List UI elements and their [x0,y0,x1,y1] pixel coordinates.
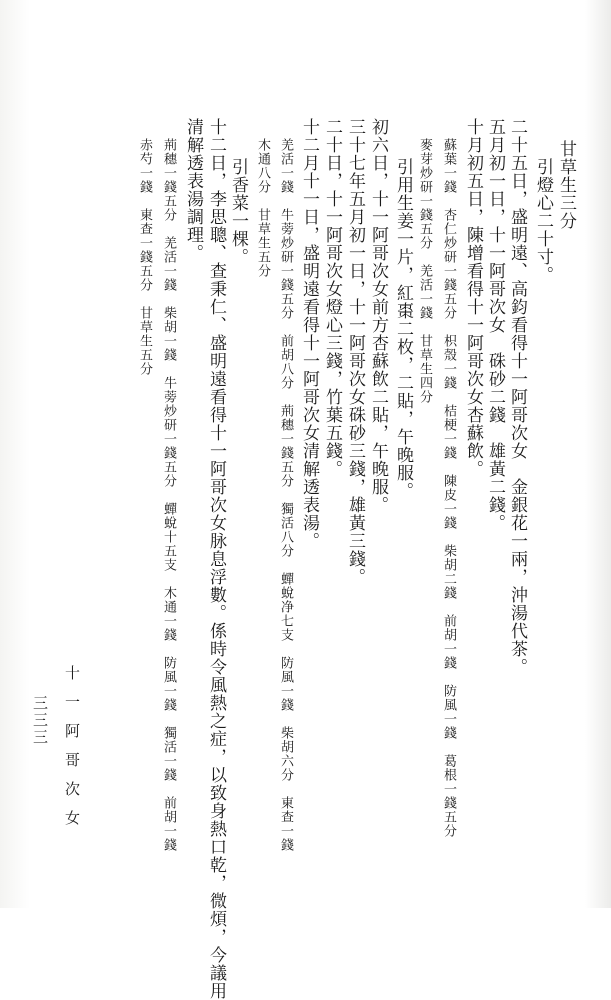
text-column: 三十七年五月初一日，十一阿哥次女硃砂三錢，雄黃三錢。 [345,118,365,586]
running-title: 十一阿哥次女 [63,665,81,839]
text-column: 荊穗一錢五分 羌活一錢 柴胡一錢 牛蒡炒研一錢五分 蟬蛻十五支 木通一錢 防風一錢 獨活一錢 前胡一錢 [161,138,176,852]
text-column: 清解透表湯調理。 [183,118,203,262]
text-column: 十二日，李思聰、查秉仁、盛明遠看得十一阿哥次女脉息浮數。係時令風熱之症，以致身熱口乾，微煩，今議用 [206,118,226,1000]
text-column: 二十日，十一阿哥次女燈心三錢，竹葉五錢。 [322,118,342,478]
text-column: 引用生姜一片，紅棗二枚，二貼，午晚服。 [393,158,413,500]
text-column: 羌活一錢 牛蒡炒研一錢五分 前胡八分 荊穗一錢五分 獨活八分 蟬蛻净七支 防風一錢 柴胡六分 東查一錢 [278,138,293,852]
text-column: 麥芽炒研一錢五分 羌活一錢 甘草生四分 [417,138,432,404]
text-column: 引燈心二十寸。 [533,158,553,284]
text-column: 木通八分 甘草生五分 [255,138,270,278]
text-column: 引香菜一棵。 [228,158,248,266]
page-number: 三三三 [31,695,49,746]
text-column: 二十五日，盛明遠、高鈞看得十一阿哥次女 金銀花一兩，沖湯代茶。 [507,118,527,676]
text-column: 初六日，十一阿哥次女前方杏蘇飲二貼，午晚服。 [368,118,388,514]
text-column: 五月初一日，十一阿哥次女 硃砂二錢 雄黃二錢。 [485,118,505,532]
text-column: 十月初五日，陳增看得十一阿哥次女杏蘇飲。 [463,118,483,478]
text-column: 甘草生三分 [556,140,576,230]
text-column: 蘇葉一錢 杏仁炒研一錢五分 枳殼一錢 桔梗一錢 陳皮一錢 柴胡二錢 前胡一錢 防風一錢 葛根一錢五分 [441,138,456,838]
text-column: 赤芍一錢 東查一錢五分 甘草生五分 [137,138,152,376]
text-column: 十二月十一日，盛明遠看得十一阿哥次女清解透表湯。 [299,118,319,550]
